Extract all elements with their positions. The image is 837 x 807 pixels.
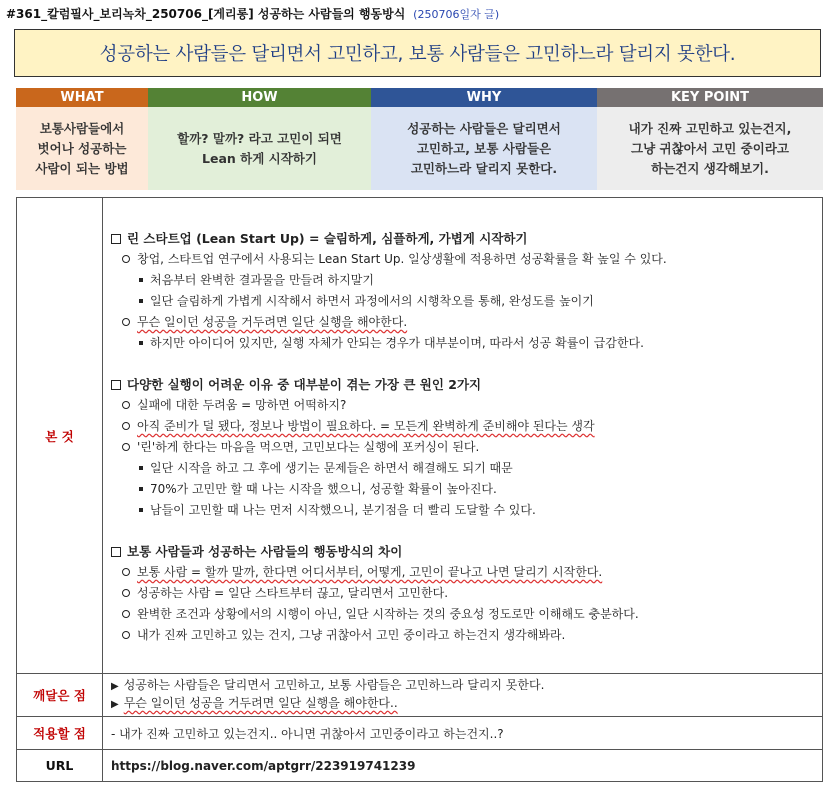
circle-bullet-icon: [122, 589, 130, 597]
section-title-text: 린 스타트업 (Lean Start Up) = 슬림하게, 심플하게, 가볍게 시작하기: [127, 231, 528, 246]
sub-list-item: [111, 291, 822, 312]
document-title: [6, 5, 831, 22]
list-item-text: 아직 준비가 덜 됐다, 정보나 방법이 필요하다. = 모든게 완벽하게 준비해야 된다는 생각: [137, 419, 595, 433]
learned-item-text: 성공하는 사람들은 달리면서 고민하고, 보통 사람들은 고민하느라 달리지 못한다.: [123, 678, 545, 692]
learned-item: [111, 695, 822, 713]
seen-label: 본 것: [17, 198, 103, 674]
checkbox-square-icon: [111, 547, 121, 557]
circle-bullet-icon: [122, 610, 130, 618]
square-bullet-icon: [139, 278, 143, 282]
section-behavior-difference: [111, 541, 822, 646]
learned-row: [17, 674, 823, 717]
list-item: [111, 312, 822, 333]
checkbox-square-icon: [111, 380, 121, 390]
list-item: [111, 625, 822, 646]
list-item: [111, 583, 822, 604]
sub-list-item: [111, 458, 822, 479]
square-bullet-icon: [139, 299, 143, 303]
square-bullet-icon: [139, 508, 143, 512]
list-item-text: 무슨 일이던 성공을 거두려면 일단 실행을 해야한다.: [137, 315, 408, 329]
circle-bullet-icon: [122, 631, 130, 639]
sub-list-item-text: 일단 슬림하게 가볍게 시작해서 하면서 과정에서의 시행착오를 통해, 완성도를 높이기: [150, 294, 594, 308]
sub-list-item: [111, 500, 822, 521]
circle-bullet-icon: [122, 318, 130, 326]
apply-row: [17, 717, 823, 750]
triangle-right-icon: ▶: [111, 699, 119, 710]
key-point-column: [597, 88, 823, 190]
seen-content: [103, 198, 823, 674]
sub-list-item-text: 70%가 고민만 할 때 나는 시작을 했으니, 성공할 확률이 높아진다.: [150, 482, 497, 496]
section-obstacles: [111, 374, 822, 521]
url-link[interactable]: https://blog.naver.com/aptgrr/223919741239: [103, 750, 823, 782]
notes-table: [16, 197, 823, 782]
list-item: [111, 437, 822, 458]
square-bullet-icon: [139, 341, 143, 345]
why-body: 성공하는 사람들은 달리면서 고민하고, 보통 사람들은 고민하느라 달리지 못한다.: [371, 107, 597, 190]
list-item-text: '린'하게 한다는 마음을 먹으면, 고민보다는 실행에 포커싱이 된다.: [137, 440, 480, 454]
summary-grid: [16, 88, 823, 190]
what-column: [16, 88, 148, 190]
why-column: [371, 88, 597, 190]
circle-bullet-icon: [122, 568, 130, 576]
section-title: [111, 541, 822, 562]
apply-label: 적용할 점: [17, 717, 103, 750]
learned-item-text: 무슨 일이던 성공을 거두려면 일단 실행을 해야한다..: [123, 696, 398, 710]
how-column: [148, 88, 371, 190]
apply-content: - 내가 진짜 고민하고 있는건지.. 아니면 귀찮아서 고민중이라고 하는건지..?: [103, 717, 823, 750]
how-body: 할까? 말까? 라고 고민이 되면 Lean 하게 시작하기: [148, 107, 371, 190]
sub-list-item-text: 처음부터 완벽한 결과물을 만들려 하지말기: [150, 273, 374, 287]
key-point-body: 내가 진짜 고민하고 있는건지, 그냥 귀찮아서 고민 중이라고 하는건지 생각해보기.: [597, 107, 823, 190]
circle-bullet-icon: [122, 401, 130, 409]
learned-content: [103, 674, 823, 717]
list-item-text: 완벽한 조건과 상황에서의 시행이 아닌, 일단 시작하는 것의 중요성 정도로만 이해해도 충분하다.: [137, 607, 639, 621]
square-bullet-icon: [139, 487, 143, 491]
url-label: URL: [17, 750, 103, 782]
list-item-text: 보통 사람 = 할까 말까, 한다면 어디서부터, 어떻게, 고민이 끝나고 나면 달리기 시작한다.: [137, 565, 603, 579]
sub-list-item: [111, 333, 822, 354]
list-item: [111, 395, 822, 416]
circle-bullet-icon: [122, 255, 130, 263]
section-title-text: 보통 사람들과 성공하는 사람들의 행동방식의 차이: [127, 544, 403, 559]
list-item: [111, 249, 822, 270]
learned-label: 깨달은 점: [17, 674, 103, 717]
square-bullet-icon: [139, 466, 143, 470]
headline-banner: 성공하는 사람들은 달리면서 고민하고, 보통 사람들은 고민하느라 달리지 못한다.: [14, 29, 821, 77]
section-title: [111, 374, 822, 395]
title-date-note: (250706일자 글): [413, 8, 500, 21]
checkbox-square-icon: [111, 234, 121, 244]
list-item-text: 창업, 스타트업 연구에서 사용되는 Lean Start Up. 일상생활에 적용하면 성공확률을 확 높일 수 있다.: [137, 252, 667, 266]
section-title: [111, 228, 822, 249]
sub-list-item: [111, 270, 822, 291]
list-item: [111, 604, 822, 625]
key-point-header: KEY POINT: [597, 88, 823, 107]
circle-bullet-icon: [122, 422, 130, 430]
list-item: [111, 416, 822, 437]
sub-list-item-text: 일단 시작을 하고 그 후에 생기는 문제들은 하면서 해결해도 되기 때문: [150, 461, 513, 475]
sub-list-item: [111, 479, 822, 500]
list-item-text: 내가 진짜 고민하고 있는 건지, 그냥 귀찮아서 고민 중이라고 하는건지 생각해봐라.: [137, 628, 566, 642]
sub-list-item-text: 하지만 아이디어 있지만, 실행 자체가 안되는 경우가 대부분이며, 따라서 성공 확률이 급감한다.: [150, 336, 644, 350]
section-lean-startup: [111, 228, 822, 354]
list-item-text: 실패에 대한 두려움 = 망하면 어떡하지?: [137, 398, 347, 412]
seen-row: [17, 198, 823, 674]
section-title-text: 다양한 실행이 어려운 이유 중 대부분이 겪는 가장 큰 원인 2가지: [127, 377, 482, 392]
triangle-right-icon: ▶: [111, 681, 119, 692]
title-text: #361_칼럼필사_보리녹차_250706_[게리롱] 성공하는 사람들의 행동방식: [6, 7, 406, 21]
what-body: 보통사람들에서 벗어나 성공하는 사람이 되는 방법: [16, 107, 148, 190]
list-item-text: 성공하는 사람 = 일단 스타트부터 끊고, 달리면서 고민한다.: [137, 586, 449, 600]
how-header: HOW: [148, 88, 371, 107]
why-header: WHY: [371, 88, 597, 107]
what-header: WHAT: [16, 88, 148, 107]
circle-bullet-icon: [122, 443, 130, 451]
learned-item: [111, 677, 822, 695]
url-row: [17, 750, 823, 782]
sub-list-item-text: 남들이 고민할 때 나는 먼저 시작했으니, 분기점을 더 빨리 도달할 수 있다.: [150, 503, 536, 517]
list-item: [111, 562, 822, 583]
